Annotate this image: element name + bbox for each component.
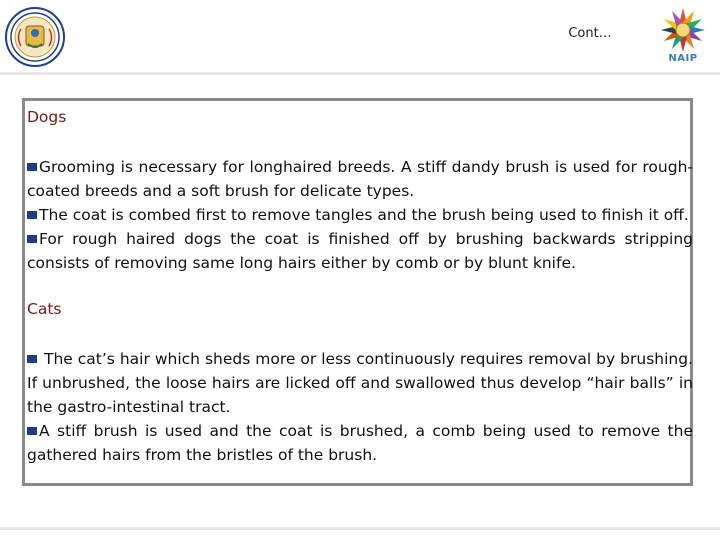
- bullet-text: A stiff brush is used and the coat is brushed, a comb being used to remove the gathered hairs from the bristles of the brush.: [27, 422, 693, 464]
- naip-logo-text: NAIP: [668, 53, 698, 64]
- dogs-bullet-1: [27, 155, 693, 203]
- dogs-bullet-2: [27, 203, 693, 227]
- section-heading-dogs: Dogs: [27, 108, 67, 126]
- square-bullet-icon: [27, 163, 37, 171]
- square-bullet-icon: [27, 211, 37, 219]
- bullet-text: The cat’s hair which sheds more or less continuously requires removal by brushing. If unbrushed, the loose hairs are licked off and swallowed thus develop “hair balls” in the gastro-intestinal tract.: [27, 350, 693, 416]
- bullet-text: Grooming is necessary for longhaired breeds. A stiff dandy brush is used for rough-coated breeds and a soft brush for delicate types.: [27, 158, 693, 200]
- bullet-text: The coat is combed first to remove tangles and the brush being used to finish it off.: [39, 206, 689, 224]
- university-emblem-icon: [4, 6, 66, 68]
- section-heading-cats: Cats: [27, 300, 62, 318]
- square-bullet-icon: [27, 355, 37, 363]
- square-bullet-icon: [27, 427, 37, 435]
- naip-logo-icon: [652, 6, 714, 68]
- header-divider: [0, 72, 720, 75]
- dogs-bullet-3: [27, 227, 693, 275]
- page-title: Cont…: [568, 26, 612, 41]
- cats-bullet-1: [27, 347, 693, 419]
- square-bullet-icon: [27, 235, 37, 243]
- footer-divider: [0, 527, 720, 530]
- content-frame: [22, 98, 693, 486]
- content-body: [27, 107, 693, 467]
- bullet-text: For rough haired dogs the coat is finished off by brushing backwards stripping consists of removing same long hairs either by comb or by blunt knife.: [27, 230, 693, 272]
- cats-bullet-2: [27, 419, 693, 467]
